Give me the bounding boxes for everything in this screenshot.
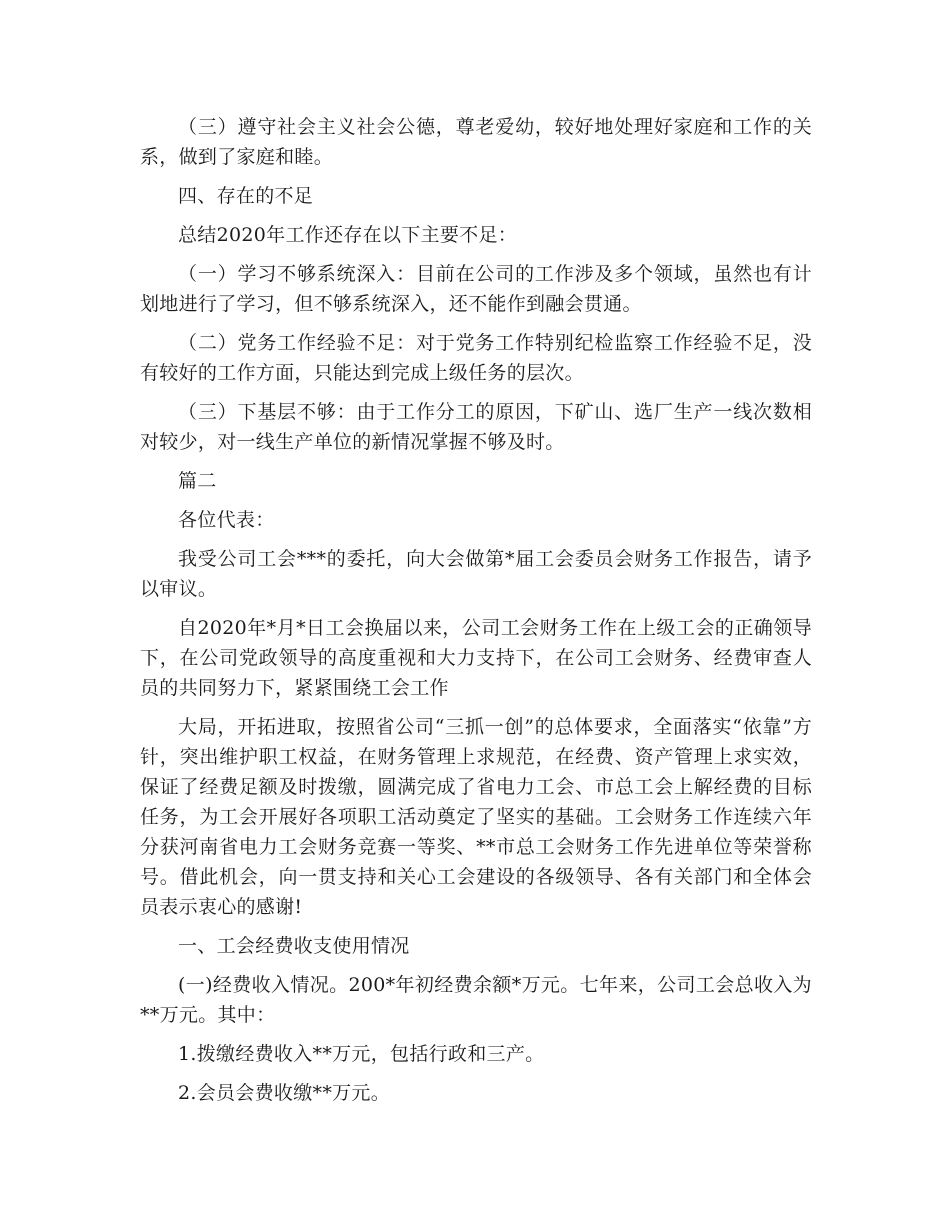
- paragraph-shortcoming-grassroots: （三）下基层不够：由于工作分工的原因，下矿山、选厂生产一线次数相对较少，对一线生产单位的新情况掌握不够及时。: [140, 401, 812, 453]
- section-heading-shortcomings: 四、存在的不足: [178, 185, 314, 207]
- paragraph-family-harmony: （三）遵守社会主义社会公德，尊老爱幼，较好地处理好家庭和工作的关系，做到了家庭和睦。: [140, 116, 812, 168]
- paragraph-report-intro: 我受公司工会***的委托，向大会做第*届工会委员会财务工作报告，请予以审议。: [140, 548, 812, 600]
- paragraph-overall-achievements: 大局，开拓进取，按照省公司“三抓一创”的总体要求，全面落实“依靠”方针，突出维护职工权益，在财务管理上求规范，在经费、资产管理上求实效，保证了经费足额及时拨缴，圆满完成了省电力工会、市总工会上解经费的目标任务，为工会开展好各项职工活动奠定了坚实的基础。工会财务工作连续六年分获河南省电力工会财务竞赛一等奖、**市总工会财务工作先进单位等荣誉称号。借此机会，向一贯支持和关心工会建设的各级领导、各有关部门和全体会员表示衷心的感谢!: [140, 716, 812, 918]
- section-heading-part-two: 篇二: [178, 470, 217, 492]
- paragraph-income-overview: (一)经费收入情况。200*年初经费余额*万元。七年来，公司工会总收入为**万元。其中：: [140, 974, 812, 1026]
- paragraph-shortcoming-study: （一）学习不够系统深入：目前在公司的工作涉及多个领域，虽然也有计划地进行了学习，但不够系统深入，还不能作到融会贯通。: [140, 263, 812, 315]
- paragraph-salutation: 各位代表：: [178, 509, 275, 531]
- list-item-allocated-funds: 1.拨缴经费收入**万元，包括行政和三产。: [178, 1043, 545, 1065]
- paragraph-summary-intro: 总结2020年工作还存在以下主要不足：: [178, 224, 518, 246]
- paragraph-since-election: 自2020年*月*日工会换届以来，公司工会财务工作在上级工会的正确领导下，在公司党政领导的高度重视和大力支持下，在公司工会财务、经费审查人员的共同努力下，紧紧围绕工会工作: [140, 617, 812, 699]
- document-body: [140, 112, 812, 1108]
- list-item-membership-dues: 2.会员会费收缴**万元。: [178, 1082, 391, 1104]
- paragraph-shortcoming-party-work: （二）党务工作经验不足：对于党务工作特别纪检监察工作经验不足，没有较好的工作方面，只能达到完成上级任务的层次。: [140, 332, 812, 384]
- section-heading-funds-usage: 一、工会经费收支使用情况: [178, 935, 410, 957]
